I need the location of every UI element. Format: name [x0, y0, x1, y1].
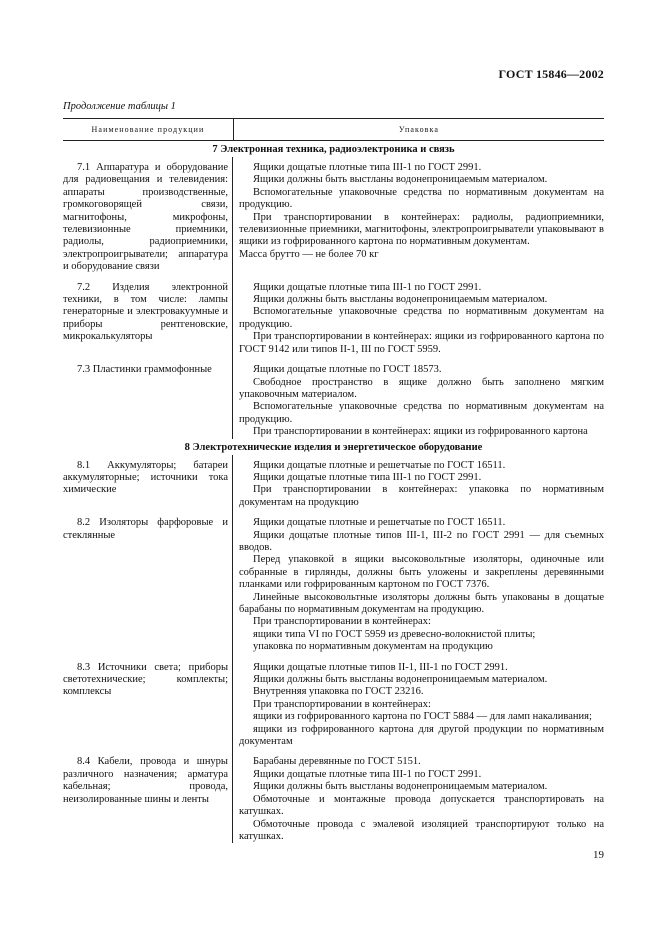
packaging-text: Ящики дощатые плотные типов III-1, III-2 по ГОСТ 2991 — для съемных вводов.	[239, 529, 604, 553]
packaging-text: При транспортировании в контейнерах: упаковка по нормативным документам на продукцию	[239, 484, 604, 508]
table-header	[63, 119, 604, 141]
packaging-text: Ящики дощатые плотные типа III-1 по ГОСТ 2991.	[253, 471, 482, 483]
table-row-7-3	[63, 359, 604, 438]
product-name-cell	[63, 751, 233, 843]
product-name: 7.3 Пластинки граммофонные	[77, 364, 212, 376]
product-name-cell	[63, 277, 233, 356]
packaging-text: Обмоточные и монтажные провода допускается транспортировать на катушках.	[239, 793, 604, 818]
packaging-text: Ящики дощатые плотные типа III-1 по ГОСТ 2991.	[253, 162, 482, 173]
packaging-text: При транспортировании в контейнерах:	[253, 698, 431, 710]
column-header-product: Наименование продукции	[63, 119, 234, 140]
packaging-text: ящики из гофрированного картона для другой продукции по нормативным документам	[239, 723, 604, 748]
column-header-packaging: Упаковка	[398, 125, 440, 134]
packaging-text: Ящики должны быть выстланы водонепроницаемым материалом.	[253, 674, 548, 686]
packaging-cell	[233, 277, 604, 356]
packaging-text: Обмоточные провода с эмалевой изоляцией транспортируют только на катушках.	[239, 818, 604, 842]
packaging-cell	[233, 512, 604, 653]
packaging-text: Вспомогательные упаковочные средства по нормативным документам на продукцию.	[239, 306, 604, 330]
packaging-text: Ящики дощатые плотные типа III-1 по ГОСТ 2991.	[253, 768, 482, 780]
product-name: 8.3 Источники света; приборы светотехнические; комплекты; комплексы	[63, 661, 228, 698]
standard-number: ГОСТ 15846—2002	[498, 67, 604, 81]
table-row-8-3	[63, 657, 604, 749]
product-name-cell	[63, 455, 233, 510]
table-continuation-caption: Продолжение таблицы 1	[63, 101, 176, 112]
packaging-text: Ящики дощатые плотные типа III-1 по ГОСТ 2991.	[253, 281, 482, 293]
packaging-text: ящики из гофрированного картона по ГОСТ 5884 — для ламп накаливания;	[253, 711, 592, 723]
packaging-cell	[233, 359, 604, 438]
product-name-cell	[63, 359, 233, 438]
packaging-text: Линейные высоковольтные изоляторы должны быть упакованы в дощатые барабаны по нормативным документам на продукцию.	[239, 591, 604, 615]
product-name-cell	[63, 512, 233, 653]
page-number: 19	[593, 849, 604, 861]
packaging-text: Вспомогательные упаковочные средства по нормативным документам на продукцию.	[239, 401, 604, 425]
packaging-cell	[233, 157, 604, 274]
packaging-text: Ящики должны быть выстланы водонепроницаемым материалом.	[253, 781, 548, 793]
product-name: 8.1 Аккумуляторы; батареи аккумуляторные; источники тока химические	[63, 459, 228, 496]
packaging-text: Ящики дощатые плотные по ГОСТ 18573.	[253, 364, 442, 376]
packaging-text: При транспортировании в контейнерах: ящики из гофрированного картона	[253, 426, 588, 438]
packaging-text: Свободное пространство в ящике должно быть заполнено мягким упаковочным материалом.	[239, 376, 604, 400]
table-row-8-1	[63, 455, 604, 510]
table-row-8-4	[63, 751, 604, 843]
packaging-table	[63, 118, 604, 843]
packaging-text: упаковка по нормативным документам на продукцию	[253, 641, 493, 653]
product-name-cell	[63, 657, 233, 749]
packaging-text: При транспортировании в контейнерах: радиолы, радиоприемники, телевизионные приемники, магнитофоны, электропроигрыватели упаковывают в ящики из гофрированного картона по нормативным документам.	[239, 211, 604, 248]
packaging-text: Масса брутто — не более 70 кг	[239, 248, 379, 260]
table-row-7-2	[63, 277, 604, 356]
packaging-text: Ящики должны быть выстланы водонепроницаемым материалом.	[253, 174, 548, 186]
product-name: 8.2 Изоляторы фарфоровые и стеклянные	[63, 517, 228, 541]
product-name-cell	[63, 157, 233, 274]
packaging-text: Ящики дощатые плотные типов II-1, III-1 по ГОСТ 2991.	[253, 661, 508, 673]
packaging-cell	[233, 455, 604, 510]
packaging-text: При транспортировании в контейнерах:	[253, 616, 431, 628]
packaging-text: Ящики должны быть выстланы водонепроницаемым материалом.	[253, 294, 548, 306]
table-row-8-2	[63, 512, 604, 653]
packaging-cell	[233, 657, 604, 749]
packaging-text: Перед упаковкой в ящики высоковольтные изоляторы, одиночные или собранные в гирлянды, должны быть уложены и закреплены деревянными планками или гофрированным картоном по ГОСТ 7376.	[239, 554, 604, 591]
section-7-title: 7 Электронная техника, радиоэлектроника и связь	[212, 144, 455, 155]
packaging-text: Ящики дощатые плотные и решетчатые по ГОСТ 16511.	[253, 459, 506, 471]
packaging-text: ящики типа VI по ГОСТ 5959 из древесно-волокнистой плиты;	[253, 628, 536, 640]
packaging-text: Барабаны деревянные по ГОСТ 5151.	[253, 756, 421, 768]
table-row-7-1	[63, 157, 604, 274]
packaging-text: Ящики дощатые плотные и решетчатые по ГОСТ 16511.	[253, 517, 506, 529]
packaging-cell	[233, 751, 604, 843]
product-name: 7.2 Изделия электронной техники, в том числе: лампы генераторные и электровакуумные и приборы рентгеновские, микрокалькуляторы	[63, 281, 228, 343]
section-8-title: 8 Электротехнические изделия и энергетическое оборудование	[184, 441, 483, 453]
product-name: 7.1 Аппаратура и оборудование для радиовещания и телевидения: аппараты производственные, громкоговорящей связи, магнитофоны, микрофоны, телевизионные приемники, радиолы, радиоприемники, электропроигрыватели; аппаратура и оборудование связи	[63, 162, 228, 273]
packaging-text: При транспортировании в контейнерах: ящики из гофрированного картона по ГОСТ 9142 или типов II-1, III по ГОСТ 5959.	[239, 331, 604, 355]
packaging-text: Вспомогательные упаковочные средства по нормативным документам на продукцию.	[239, 186, 604, 211]
product-name: 8.4 Кабели, провода и шнуры различного назначения; арматура кабельная; провода, неизолированные шины и ленты	[63, 756, 228, 805]
packaging-text: Внутренняя упаковка по ГОСТ 23216.	[253, 686, 424, 698]
